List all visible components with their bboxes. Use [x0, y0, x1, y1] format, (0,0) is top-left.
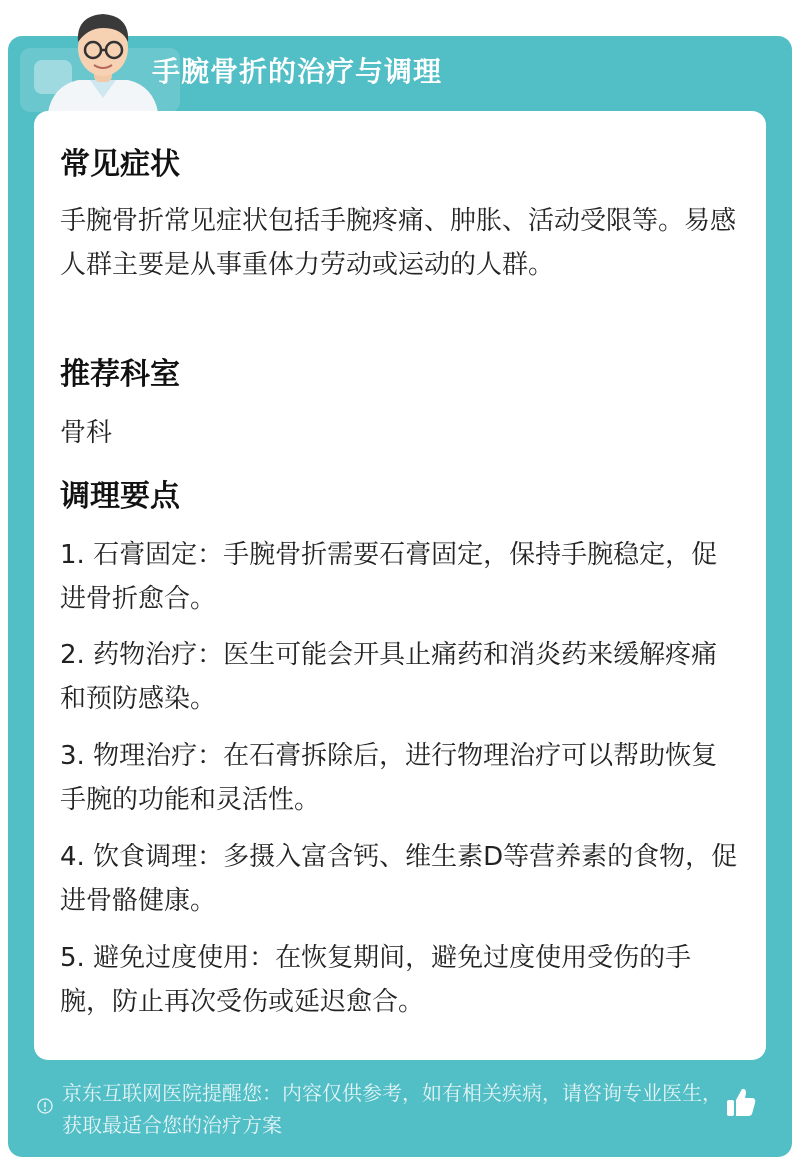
symptoms-text: 手腕骨折常见症状包括手腕疼痛、肿胀、活动受限等。易感人群主要是从事重体力劳动或运动的人群。 — [60, 206, 737, 280]
disclaimer-text: 京东互联网医院提醒您：内容仅供参考，如有相关疾病，请咨询专业医生，获取最适合您的治疗方案 — [62, 1081, 722, 1137]
care-title: 调理要点 — [60, 479, 180, 514]
page-title: 手腕骨折的治疗与调理 — [152, 55, 443, 88]
care-item-1: 1. 石膏固定：手腕骨折需要石膏固定，保持手腕稳定，促进骨折愈合。 — [60, 540, 718, 614]
doctor-avatar-icon — [48, 6, 158, 112]
symptoms-title: 常见症状 — [60, 147, 180, 182]
department-title: 推荐科室 — [60, 357, 180, 392]
department-text: 骨科 — [60, 418, 113, 448]
care-item-4: 4. 饮食调理：多摄入富含钙、维生素D等营养素的食物，促进骨骼健康。 — [60, 842, 738, 916]
care-item-5: 5. 避免过度使用：在恢复期间，避免过度使用受伤的手腕，防止再次受伤或延迟愈合。 — [60, 943, 692, 1017]
thumbs-up-icon[interactable] — [724, 1085, 758, 1119]
care-item-3: 3. 物理治疗：在石膏拆除后，进行物理治疗可以帮助恢复手腕的功能和灵活性。 — [60, 741, 718, 815]
content-card — [34, 111, 766, 1060]
care-item-2: 2. 药物治疗：医生可能会开具止痛药和消炎药来缓解疼痛和预防感染。 — [60, 640, 718, 714]
info-icon — [37, 1098, 53, 1114]
